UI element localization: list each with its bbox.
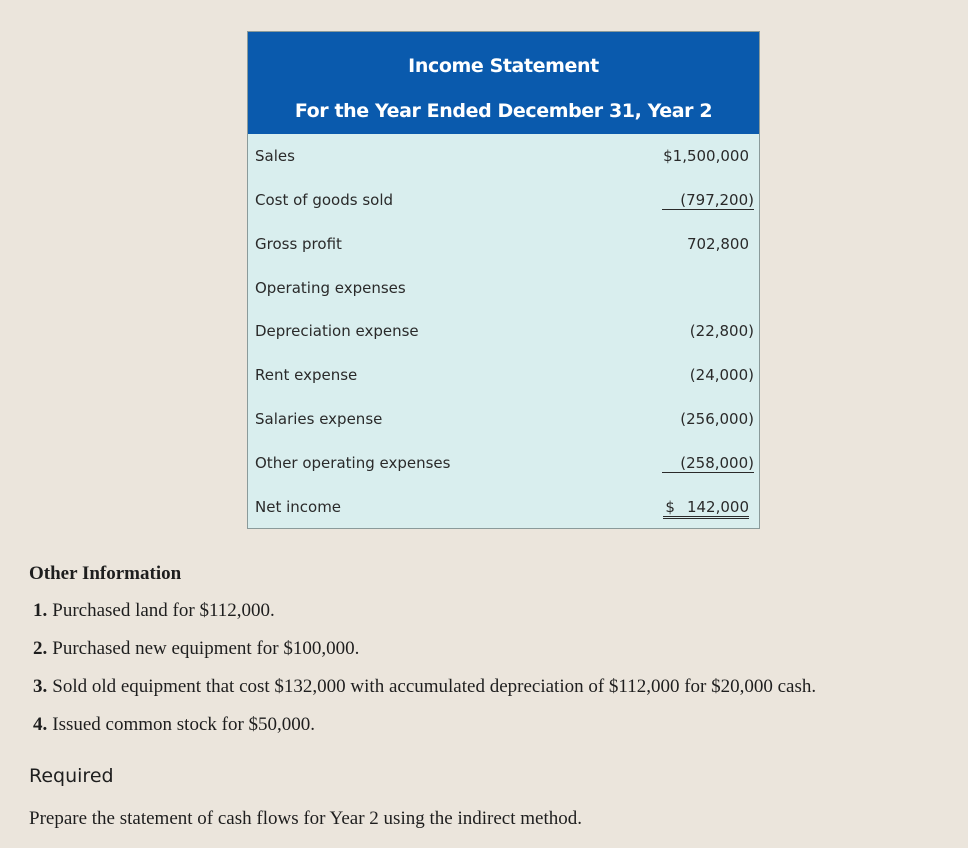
item-text: Sold old equipment that cost $132,000 with accumulated depreciation of $112,000 for $20,000 cash. [52,676,817,697]
list-item [33,636,816,674]
row-amount: 702,800 [686,235,749,253]
list-item [33,674,816,712]
statement-subtitle: For the Year Ended December 31, Year 2 [294,100,713,122]
row-operating-expenses [255,279,749,303]
row-rent-expense [255,366,754,390]
row-label: Salaries expense [255,410,383,428]
row-gross-profit [255,235,749,259]
item-text: Purchased new equipment for $100,000. [52,638,360,659]
row-amount: (22,800) [689,322,754,340]
statement-title: Income Statement [408,55,599,77]
row-sales [255,147,749,171]
row-label: Net income [255,498,342,516]
row-other-operating-expenses [255,454,754,478]
net-income-amount [663,498,749,519]
row-net-income [255,498,749,522]
item-number: 4. [33,714,48,735]
item-text: Issued common stock for $50,000. [52,714,316,735]
income-statement-table [247,31,760,529]
list-item [33,712,816,750]
row-salaries-expense [255,410,754,434]
required-heading: Required [29,765,114,787]
item-number: 2. [33,638,48,659]
item-text: Purchased land for $112,000. [52,600,275,621]
row-depreciation-expense [255,322,754,346]
row-cost-of-goods-sold [255,191,754,215]
list-item [33,598,816,636]
row-amount: (256,000) [680,410,754,428]
row-amount: (258,000) [662,454,754,473]
required-text: Prepare the statement of cash flows for Year 2 using the indirect method. [29,808,582,829]
row-label: Operating expenses [255,279,406,297]
other-information-list [33,598,816,750]
other-information-heading: Other Information [29,563,182,584]
row-label: Depreciation expense [255,322,419,340]
row-label: Rent expense [255,366,358,384]
currency-symbol: $ [665,498,675,516]
row-amount: (24,000) [689,366,754,384]
row-label: Sales [255,147,295,165]
row-amount: 142,000 [686,498,749,516]
item-number: 3. [33,676,48,697]
row-label: Other operating expenses [255,454,451,472]
row-amount: (797,200) [662,191,754,210]
item-number: 1. [33,600,48,621]
row-label: Gross profit [255,235,342,253]
statement-header [248,32,759,134]
row-label: Cost of goods sold [255,191,394,209]
row-amount: $1,500,000 [663,147,749,165]
